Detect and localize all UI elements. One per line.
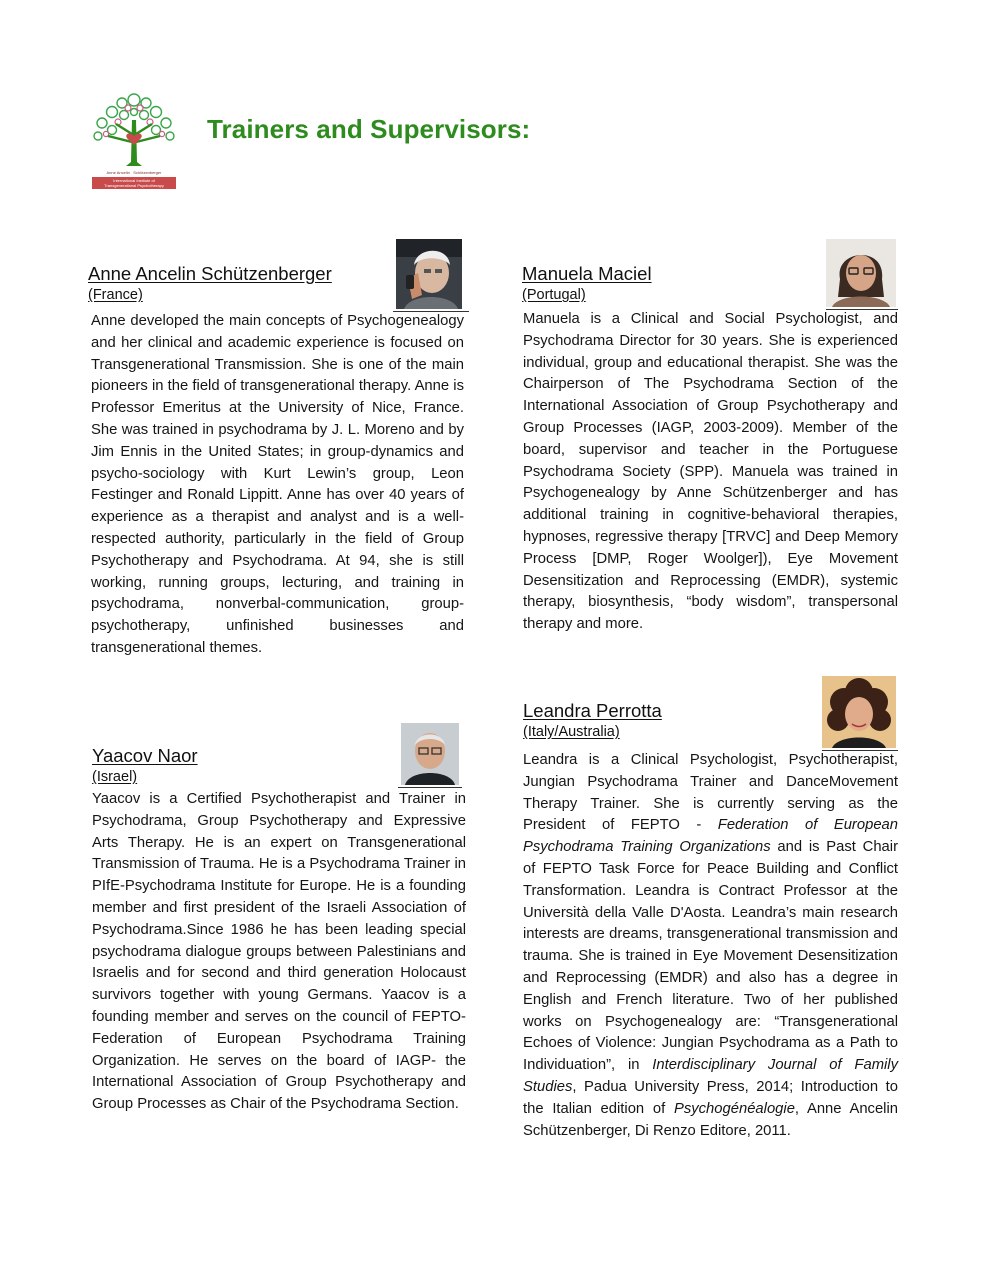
institute-logo [88,90,180,196]
bio-text: , Padua University Press, 2014; Introduction to the Italian edition of [523,1078,898,1117]
trainer-bio: Manuela is a Clinical and Social Psychologist, and Psychodrama Director for 30 years. She is experienced individual, group and educational therapist. She was the Chairperson of The Psychodrama Section of the International Association of Group Psychotherapy and Group Processes (IAGP, 2003-2009). Member of the board, supervisor and teacher in the Portuguese Psychodrama Society (SPP). Manuela was trained in Psychogenealogy by Anne Schützenberger and has additional training in cognitive-behavioral therapies, hypnoses, regressive therapy [TRVC] and Deep Memory Process [DMP, Roger Woolger]), Eye Movement Desensitization and Reprocessing (EMDR), systemic therapy, biosynthesis, “body wisdom”, transpersonal therapy and more. [523,311,898,633]
trainer-name: Anne Ancelin Schützenberger [88,263,332,284]
bio-text: , Anne Ancelin Schützenberger, Di Renzo Editore, 2011. [523,1100,898,1139]
bio-italic-fepto: Federation of European Psychodrama Training Organizations [523,817,899,856]
trainer-bio: Yaacov is a Certified Psychotherapist and Trainer in Psychodrama, Group Psychotherapy and Expressive Arts Therapy. He is an expert on Transgenerational Transmission of Trauma. He is a Psychodrama Trainer in PIfE-Psychodrama Institute for Europe. He is a founding member and first president of the Israeli Association of Psychodrama.Since 1986 he has been leading special psychodrama dialogue groups between Palestinians and Israelis and for second and third generation Holocaust survivors together with young Germans. Yaacov is a founding member and serves on the council of FEPTO-Federation of European Psychodrama Training Organization. He serves on the board of IAGP- the International Association of Group Psychotherapy and Group Processes as Chair of the Psychodrama Section. [92,791,466,1113]
logo-caption [92,170,176,194]
trainer-photo [826,239,898,310]
logo-band [92,177,176,189]
trainer-name: Leandra Perrotta [523,700,662,721]
logo-line1-right: Schützenberger [133,170,162,175]
trainer-bio [523,750,898,1142]
portrait-woman-glasses-icon [826,239,896,307]
logo-line2: International Institute of [113,178,155,183]
portrait-man-glasses-icon [401,723,459,785]
trainer-country: (Italy/Australia) [523,724,620,740]
bio-text: and is Past Chair of FEPTO Task Force for Peace Building and Conflict Transformation. Leandra is Contract Professor at the Università della Valle D'Aosta. Leandra’s main research interests are dreams, transgenerational transmission and trauma. She is trained in Eye Movement Desensitization and Reprocessing (EMDR) and also has a degree in English and French literature. Two of her published works on Psychogenealogy are: “Transgenerational Echoes of Violence: Jungian Psychodrama as a Path to Individuation”, in [523,839,898,1074]
trainer-bio: Anne developed the main concepts of Psychogenealogy and her clinical and academic experience is focused on Transgenerational Transmission. She is one of the main pioneers in the field of transgenerational therapy. Anne is Professor Emeritus at the University of Nice, France. She was trained in psychodrama by J. L. Moreno and by Jim Ennis in the United States; in group-dynamics and psycho-sociology with Kurt Lewin’s group, Leon Festinger and Ronald Lippitt. Anne has over 40 years of experience as a therapist and analyst and is a well-respected authority, particularly in the field of Group Psychotherapy and Psychodrama. At 94, she is still working, running groups, lecturing, and training in psychodrama, nonverbal-communication, group-psychotherapy, unfinished businesses and transgenerational themes. [91,313,464,656]
trainer-country: (France) [88,287,143,303]
logo-line1-left: Anne Ancelin [106,170,130,175]
trainer-name: Yaacov Naor [92,745,198,766]
portrait-elderly-woman-phone-icon [396,239,462,309]
portrait-woman-curly-hair-icon [822,676,896,748]
trainer-country: (Portugal) [522,287,586,303]
trainer-card-leandra [520,700,899,1142]
trainer-name: Manuela Maciel [522,263,652,284]
tree-heart-icon [88,90,180,170]
page-title: Trainers and Supervisors: [207,114,531,144]
bio-text: Leandra is a Clinical Psychologist, Psychotherapist, Jungian Psychodrama Trainer and DanceMovement Therapy Trainer. She is currently serving as the President of FEPTO - [523,752,898,834]
trainer-card-manuela [520,263,896,636]
trainer-country: (Israel) [92,769,138,785]
trainer-photo [393,239,469,312]
bio-italic-journal: Interdisciplinary Journal of Family Studies [523,1057,898,1095]
trainer-photo [822,676,898,751]
trainer-photo [398,723,462,788]
trainer-card-anne [88,263,464,660]
logo-line3: Transgenerational Psychotherapy [104,183,164,188]
trainer-card-yaacov [88,745,464,1116]
bio-italic-book: Psychogénéalogie [673,1100,795,1117]
